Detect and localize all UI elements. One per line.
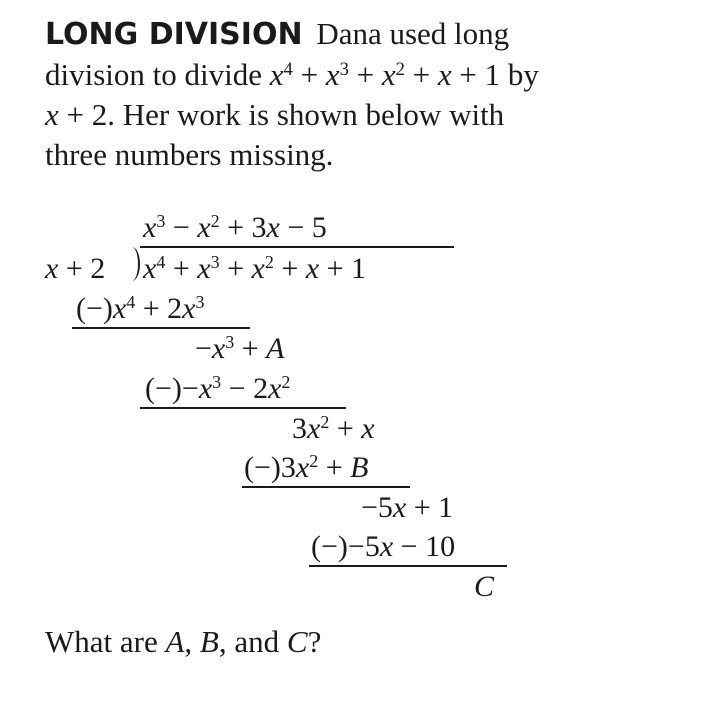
subtraction-step-1: $(-)x^4 + 2x^3$ [76, 292, 205, 325]
problem-text-3: . Her work is shown below with [107, 97, 505, 132]
subtraction-step-3: $(-)3x^2 + B$ [244, 451, 369, 484]
subtraction-line-4 [309, 565, 507, 567]
dividend: $x^4 + x^3 + x^2 + x + 1$ [143, 252, 366, 285]
problem-text-2: division to divide [45, 57, 270, 92]
subtraction-line-1 [72, 327, 250, 329]
problem-text-1: Dana used long [316, 16, 510, 51]
divisor: x + 2 [45, 252, 106, 285]
problem-line-3 [45, 95, 695, 135]
divisor-inline: x + 2 [45, 97, 108, 132]
problem-text-2b: by [500, 57, 539, 92]
dividend-inline: $x^4 + x^3 + x^2 + x + 1$ [269, 57, 501, 92]
problem-line-1 [45, 14, 695, 55]
division-bar [140, 246, 454, 248]
remainder-1: $-x^3 + A$ [195, 332, 285, 365]
quotient: $x^3 - x^2 + 3x - 5$ [143, 211, 327, 244]
subtraction-step-4: (−)−5x − 10 [311, 530, 456, 563]
problem-statement [45, 14, 695, 175]
problem-line-2 [45, 55, 695, 95]
problem-line-4: three numbers missing. [45, 137, 334, 172]
question: What are A, B, and C? [45, 624, 322, 659]
remainder-4: C [474, 570, 495, 603]
remainder-2: $3x^2 + x$ [292, 412, 375, 445]
remainder-3: −5x + 1 [361, 491, 454, 524]
subtraction-line-2 [140, 407, 346, 409]
subtraction-line-3 [242, 486, 410, 488]
division-bracket [124, 247, 140, 281]
subtraction-step-2: $(-)-x^3 - 2x^2$ [145, 372, 291, 405]
problem-heading: LONG DIVISION [45, 17, 303, 52]
